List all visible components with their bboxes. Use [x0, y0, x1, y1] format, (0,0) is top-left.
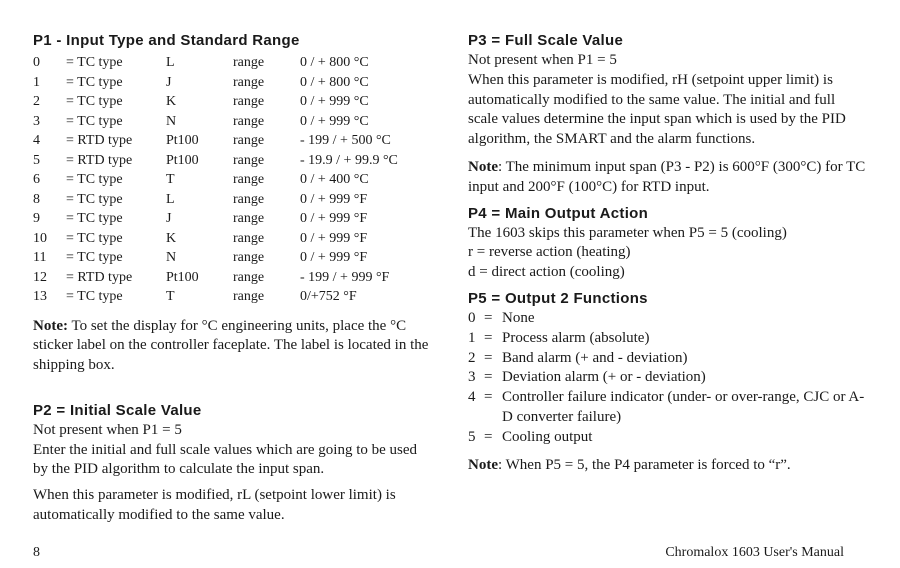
code: 1 [33, 74, 40, 90]
sensor: Pt100 [166, 133, 199, 148]
option-text: Process alarm (absolute) [502, 329, 650, 346]
code: 5 [33, 152, 40, 168]
p3-line1: Not present when P1 = 5 [468, 52, 617, 68]
p4-option-d: d = direct action (cooling) [468, 264, 625, 281]
option-eq: = [484, 369, 493, 386]
p3-para1: When this parameter is modified, rH (setpoint upper limit) is automatically modified to the same value. The initial and full scale values determine the input span which is used by the PID algorithm, the SMART and the alarm functions. [468, 71, 846, 148]
type: = RTD type [66, 133, 133, 148]
note-label: Note [468, 158, 498, 175]
table-row [33, 248, 433, 268]
range-label: range [233, 211, 265, 226]
sensor: K [166, 230, 177, 246]
range-label: range [233, 113, 265, 129]
list-item [468, 329, 868, 349]
option-eq: = [484, 329, 493, 346]
table-row [33, 112, 433, 132]
range-label: range [233, 250, 265, 265]
type: = TC type [66, 55, 123, 70]
table-row [33, 229, 433, 249]
range-label: range [233, 289, 265, 304]
type: = TC type [66, 250, 123, 265]
range: - 19.9 / + 99.9 °C [300, 152, 398, 168]
code: 12 [33, 269, 47, 285]
left-column [33, 31, 433, 526]
code: 9 [33, 211, 40, 226]
list-item [468, 388, 868, 428]
table-row [33, 131, 433, 151]
option-key: 0 [468, 309, 476, 326]
p2-para2: When this parameter is modified, rL (setpoint lower limit) is automatically modified to the same value. [33, 487, 396, 524]
sensor: T [166, 172, 175, 187]
option-key: 5 [468, 428, 476, 445]
table-row [33, 92, 433, 112]
option-eq: = [484, 309, 493, 326]
code: 2 [33, 94, 40, 109]
range: 0 / + 999 °C [300, 113, 369, 129]
range: - 199 / + 500 °C [300, 133, 391, 148]
p4-line1: The 1603 skips this parameter when P5 = 5 (cooling) [468, 224, 787, 241]
code: 13 [33, 289, 47, 304]
p1-heading: P1 - Input Type and Standard Range [33, 32, 300, 49]
range-label: range [233, 230, 265, 246]
p4-heading: P4 = Main Output Action [468, 204, 649, 222]
range-label: range [233, 74, 265, 90]
range: 0 / + 999 °F [300, 191, 368, 207]
range: 0 / + 999 °F [300, 211, 368, 226]
manual-title: Chromalox 1603 User's Manual [665, 545, 844, 560]
list-item [468, 309, 868, 329]
table-row [33, 209, 433, 229]
sensor: L [166, 191, 175, 207]
option-eq: = [484, 428, 493, 445]
type: = RTD type [66, 269, 133, 285]
type: = TC type [66, 94, 123, 109]
option-text: Controller failure indicator (under- or over-range, CJC or A-D converter failure) [502, 389, 865, 425]
sensor: J [166, 74, 172, 90]
range: 0 / + 999 °C [300, 94, 369, 109]
option-key: 3 [468, 369, 476, 386]
range: - 199 / + 999 °F [300, 269, 390, 285]
code: 6 [33, 172, 40, 187]
table-row [33, 53, 433, 73]
note-label: Note [468, 456, 498, 473]
sensor: Pt100 [166, 269, 199, 285]
table-row [33, 151, 433, 171]
range: 0/+752 °F [300, 289, 357, 304]
sensor: Pt100 [166, 152, 199, 168]
sensor: J [166, 211, 172, 226]
table-row [33, 190, 433, 210]
range-label: range [233, 152, 265, 168]
note-text: : When P5 = 5, the P4 parameter is forced to “r”. [498, 456, 791, 473]
type: = TC type [66, 230, 123, 246]
range: 0 / + 400 °C [300, 172, 369, 187]
type: = TC type [66, 172, 123, 187]
note-label: Note: [33, 317, 68, 334]
p2-para1: Enter the initial and full scale values which are going to be used by the PID algorithm to calculate the input span. [33, 441, 418, 478]
range-label: range [233, 191, 265, 207]
p3-heading: P3 = Full Scale Value [468, 32, 624, 49]
code: 4 [33, 133, 40, 148]
table-row [33, 268, 433, 288]
type: = TC type [66, 191, 123, 207]
option-eq: = [484, 349, 493, 366]
p4-option-r: r = reverse action (heating) [468, 244, 631, 261]
range-label: range [233, 269, 265, 285]
p5-note [468, 456, 868, 476]
p5-heading: P5 = Output 2 Functions [468, 289, 648, 307]
table-row [33, 287, 433, 307]
range: 0 / + 999 °F [300, 250, 368, 265]
p5-options [468, 309, 868, 448]
page-number: 8 [33, 545, 40, 560]
p2-heading: P2 = Initial Scale Value [33, 401, 202, 419]
range-label: range [233, 133, 265, 148]
p3-note [468, 158, 868, 198]
note-text: : The minimum input span (P3 - P2) is 600°F (300°C) for TC input and 200°F (100°C) for RTD input. [468, 158, 866, 195]
option-text: None [502, 309, 535, 326]
code: 3 [33, 113, 40, 129]
option-text: Band alarm (+ and - deviation) [502, 349, 688, 366]
list-item [468, 428, 868, 448]
sensor: N [166, 250, 177, 265]
option-eq: = [484, 389, 493, 406]
option-text: Cooling output [502, 428, 593, 445]
right-column [468, 31, 868, 475]
range-label: range [233, 55, 265, 70]
option-text: Deviation alarm (+ or - deviation) [502, 369, 706, 386]
sensor: L [166, 55, 175, 70]
code: 10 [33, 230, 47, 246]
sensor: T [166, 289, 175, 304]
list-item [468, 368, 868, 388]
table-row [33, 170, 433, 190]
sensor: K [166, 94, 177, 109]
code: 8 [33, 191, 40, 207]
range: 0 / + 999 °F [300, 230, 368, 246]
sensor: N [166, 113, 177, 129]
code: 11 [33, 250, 47, 265]
type: = TC type [66, 74, 123, 90]
input-type-table [33, 53, 433, 307]
type: = TC type [66, 289, 123, 304]
option-key: 4 [468, 389, 476, 406]
p2-line1: Not present when P1 = 5 [33, 421, 182, 438]
range-label: range [233, 172, 265, 187]
note-text: To set the display for °C engineering units, place the °C sticker label on the controller faceplate. The label is located in the shipping box. [33, 317, 429, 374]
table-row [33, 73, 433, 93]
list-item [468, 349, 868, 369]
option-key: 2 [468, 349, 476, 366]
range: 0 / + 800 °C [300, 74, 369, 90]
p1-note [33, 317, 433, 376]
range-label: range [233, 94, 265, 109]
type: = TC type [66, 211, 123, 226]
range: 0 / + 800 °C [300, 55, 369, 70]
option-key: 1 [468, 329, 476, 346]
code: 0 [33, 55, 40, 70]
type: = TC type [66, 113, 123, 129]
type: = RTD type [66, 152, 133, 168]
